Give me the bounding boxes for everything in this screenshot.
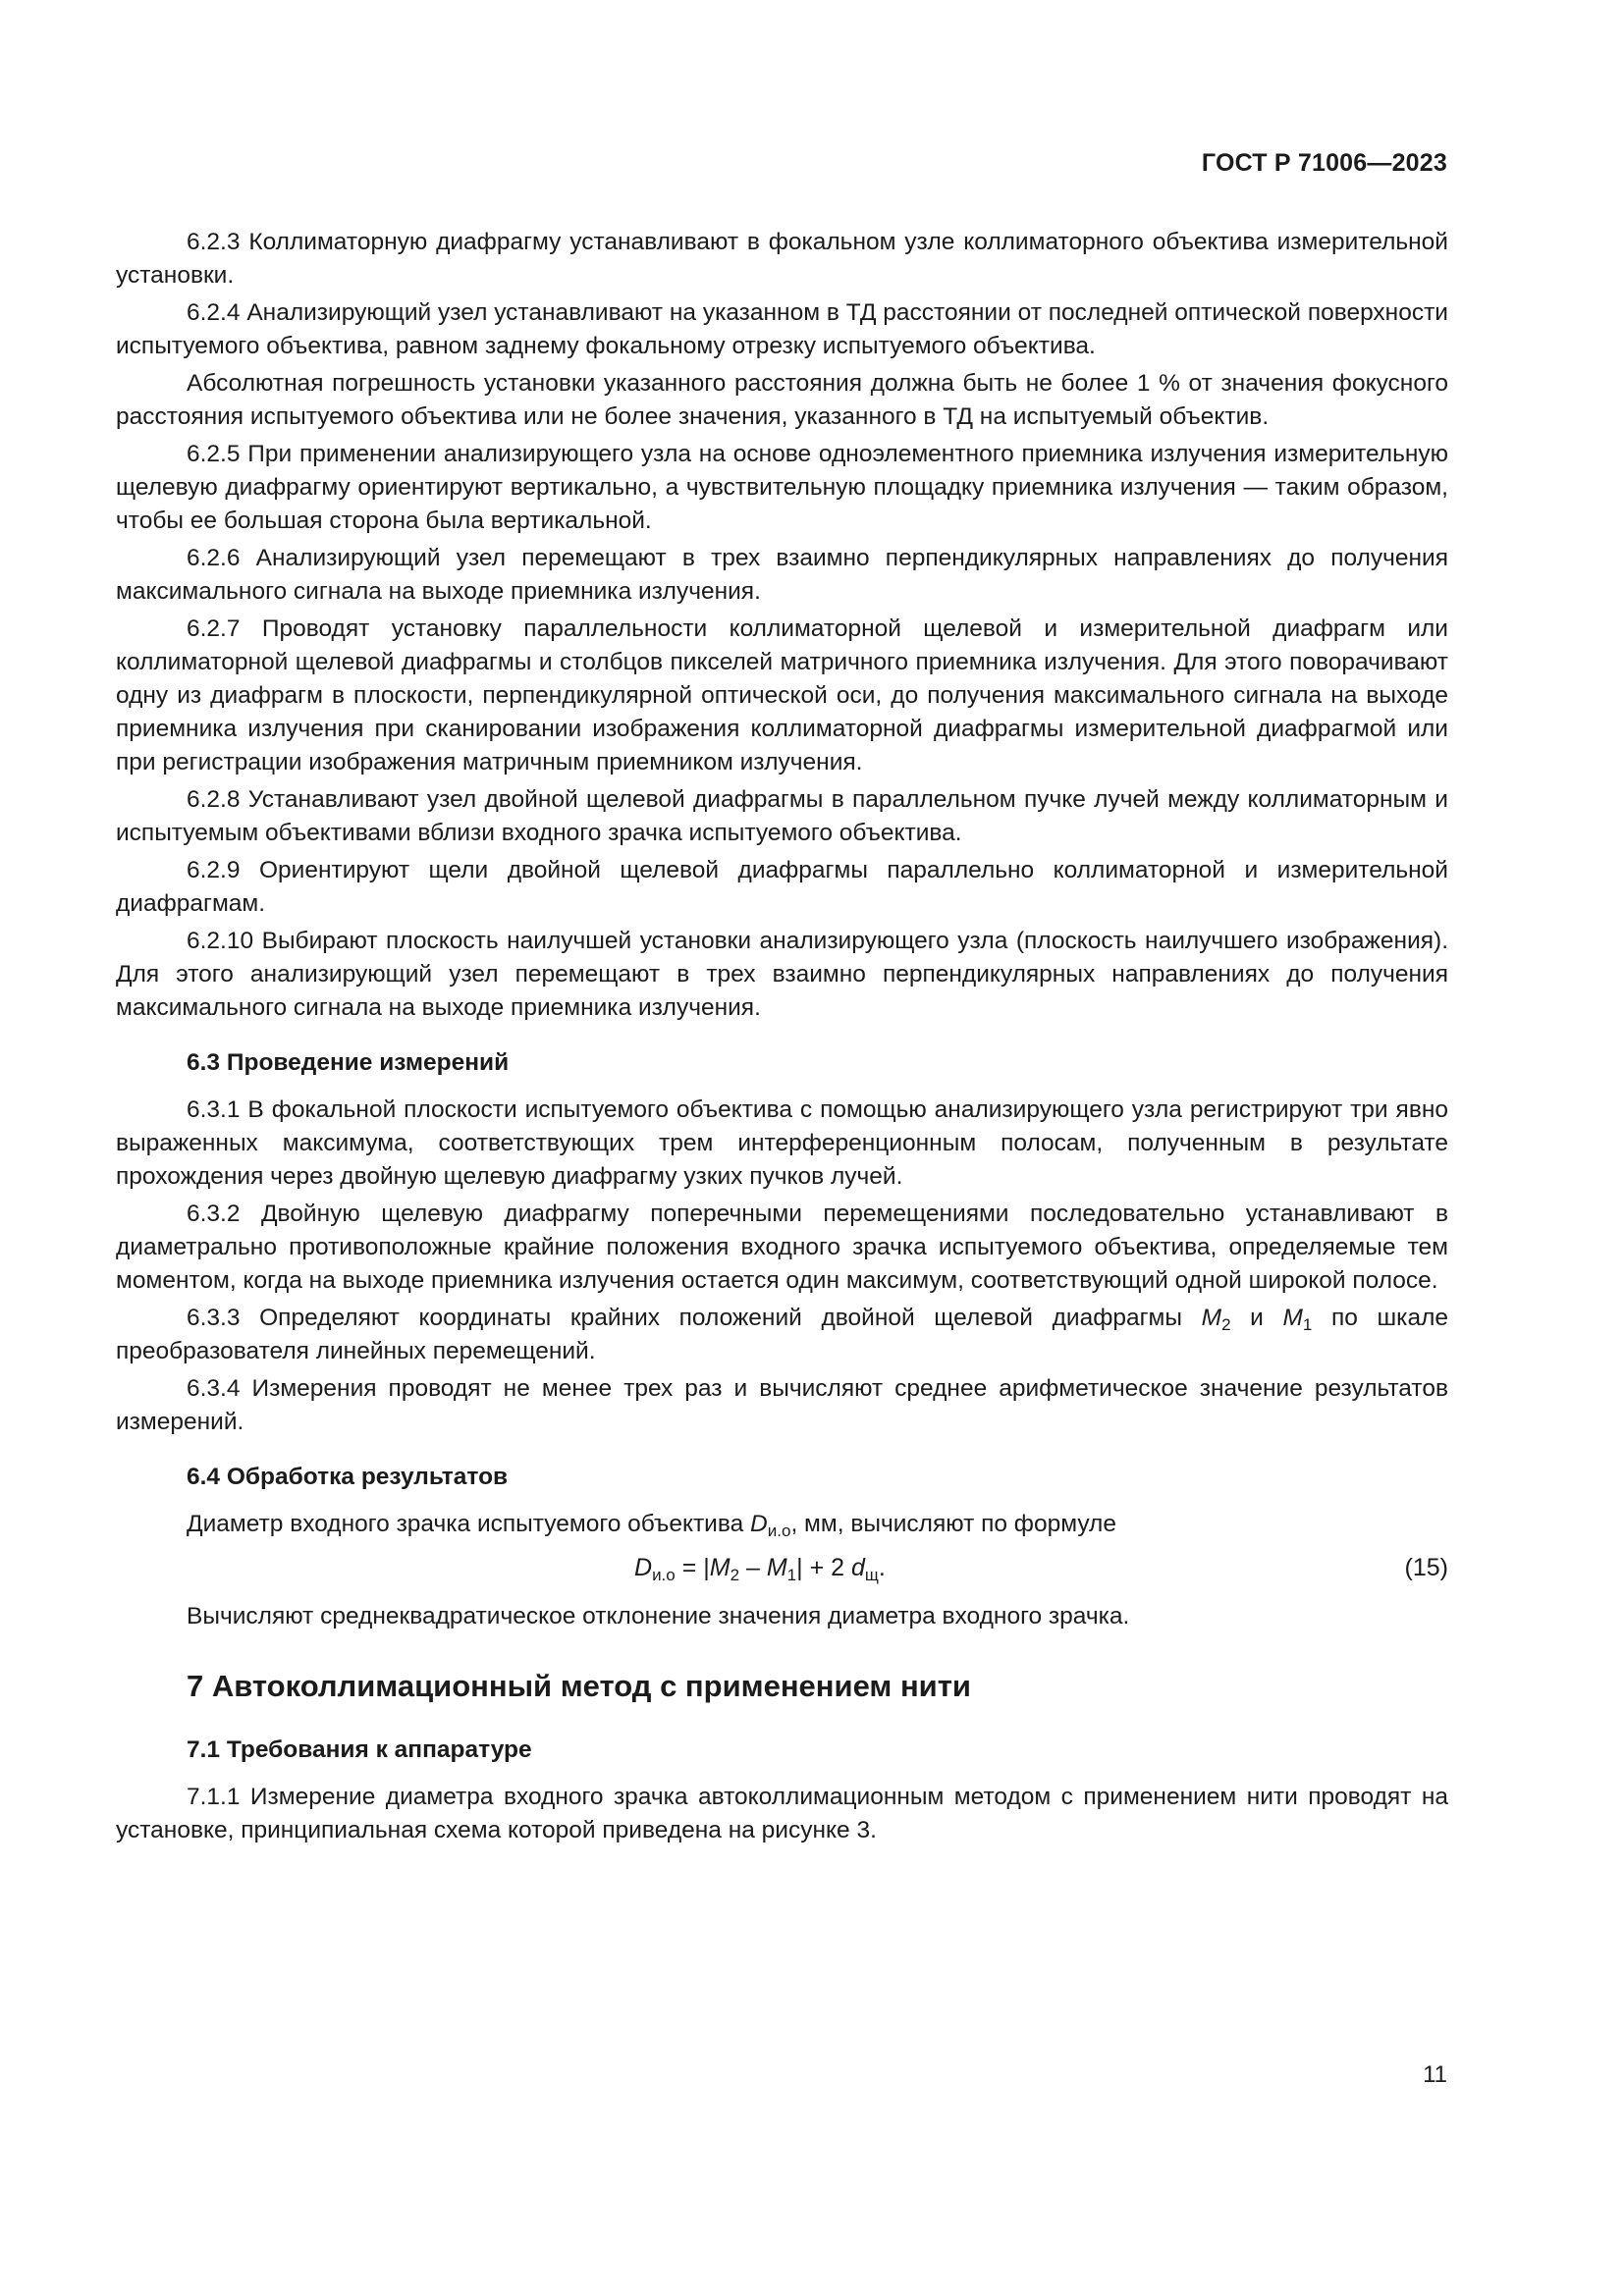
paragraph-6-3-3: 6.3.3 Определяют координаты крайних положений двойной щелевой диафрагмы $M_2$ и $M_1$ по шкале преобразователя линейных перемещений.: [116, 1305, 1448, 1364]
section-6-4-heading: 6.4 Обработка результатов: [187, 1464, 509, 1490]
paragraph-6-2-5: 6.2.5 При применении анализирующего узла на основе одноэлементного приемника излучения измерительную щелевую диафрагму ориентируют вертикально, а чувствительную площадку приемника излучения — таким образом, чтобы ее большая сторона была вертикальной.: [116, 441, 1448, 534]
paragraph-6-2-6: 6.2.6 Анализирующий узел перемещают в трех взаимно перпендикулярных направлениях до получения максимального сигнала на выходе приемника излучения.: [116, 545, 1448, 605]
formula-expression: $D_{и.о} = |M_2 - M_1| + 2$ $d_щ$.: [634, 1554, 886, 1584]
paragraph-6-2-9: 6.2.9 Ориентируют щели двойной щелевой диафрагмы параллельно коллиматорной и измерительной диафрагмам.: [116, 857, 1448, 917]
formula-15: [116, 1549, 1448, 1592]
paragraph-6-2-3: 6.2.3 Коллиматорную диафрагму устанавливают в фокальном узле коллиматорного объектива измерительной установки.: [116, 229, 1448, 289]
section-7-1-heading: 7.1 Требования к аппаратуре: [187, 1736, 532, 1763]
paragraph-6-2-4: 6.2.4 Анализирующий узел устанавливают на указанном в ТД расстоянии от последней оптической поверхности испытуемого объектива, равном заднему фокальному отрезку испытуемого объектива.: [116, 299, 1448, 359]
section-7-heading: 7 Автоколлимационный метод с применением нити: [187, 1669, 971, 1703]
formula-number: (15): [1404, 1554, 1448, 1581]
paragraph-6-4-intro: Диаметр входного зрачка испытуемого объектива $D_{и.о}$, мм, вычисляют по формуле: [187, 1511, 1116, 1540]
document-code: ГОСТ Р 71006—2023: [1201, 149, 1447, 177]
paragraph-6-2-10: 6.2.10 Выбирают плоскость наилучшей установки анализирующего узла (плоскость наилучшего изображения). Для этого анализирующий узел перемещают в трех взаимно перпендикулярных направлениях до получения максимального сигнала на выходе приемника излучения.: [116, 928, 1448, 1021]
paragraph-6-2-8: 6.2.8 Устанавливают узел двойной щелевой диафрагмы в параллельном пучке лучей между коллиматорным и испытуемым объективами вблизи входного зрачка испытуемого объектива.: [116, 786, 1448, 846]
paragraph-6-2-4-tolerance: Абсолютная погрешность установки указанного расстояния должна быть не более 1 % от значения фокусного расстояния испытуемого объектива или не более значения, указанного в ТД на испытуемый объектив.: [116, 370, 1448, 430]
paragraph-7-1-1: 7.1.1 Измерение диаметра входного зрачка автоколлимационным методом с применением нити проводят на установке, принципиальная схема которой приведена на рисунке 3.: [116, 1784, 1448, 1843]
section-6-3-heading: 6.3 Проведение измерений: [187, 1049, 510, 1076]
page-content: [116, 226, 1448, 1847]
paragraph-6-3-4: 6.3.4 Измерения проводят не менее трех раз и вычисляют среднее арифметическое значение результатов измерений.: [116, 1375, 1448, 1435]
paragraph-6-2-7: 6.2.7 Проводят установку параллельности коллиматорной щелевой и измерительной диафрагм или коллиматорной щелевой диафрагмы и столбцов пикселей матричного приемника излучения. Для этого поворачивают одну из диафрагм в плоскости, перпендикулярной оптической оси, до получения максимального сигнала на выходе приемника излучения при сканировании изображения коллиматорной диафрагмы измерительной диафрагмой или при регистрации изображения матричным приемником излучения.: [116, 615, 1448, 775]
paragraph-6-3-2: 6.3.2 Двойную щелевую диафрагму поперечными перемещениями последовательно устанавливают в диаметрально противоположные крайние положения входного зрачка испытуемого объектива, определяемые тем моментом, когда на выходе приемника излучения остается один максимум, соответствующий одной широкой полосе.: [116, 1201, 1448, 1294]
paragraph-6-4-after: Вычисляют среднеквадратическое отклонение значения диаметра входного зрачка.: [187, 1603, 1130, 1629]
page-number: 11: [1423, 2061, 1447, 2088]
paragraph-6-3-1: 6.3.1 В фокальной плоскости испытуемого объектива с помощью анализирующего узла регистрируют три явно выраженных максимума, соответствующих трем интерференционным полосам, полученным в результате прохождения через двойную щелевую диафрагму узких пучков лучей.: [116, 1096, 1448, 1190]
